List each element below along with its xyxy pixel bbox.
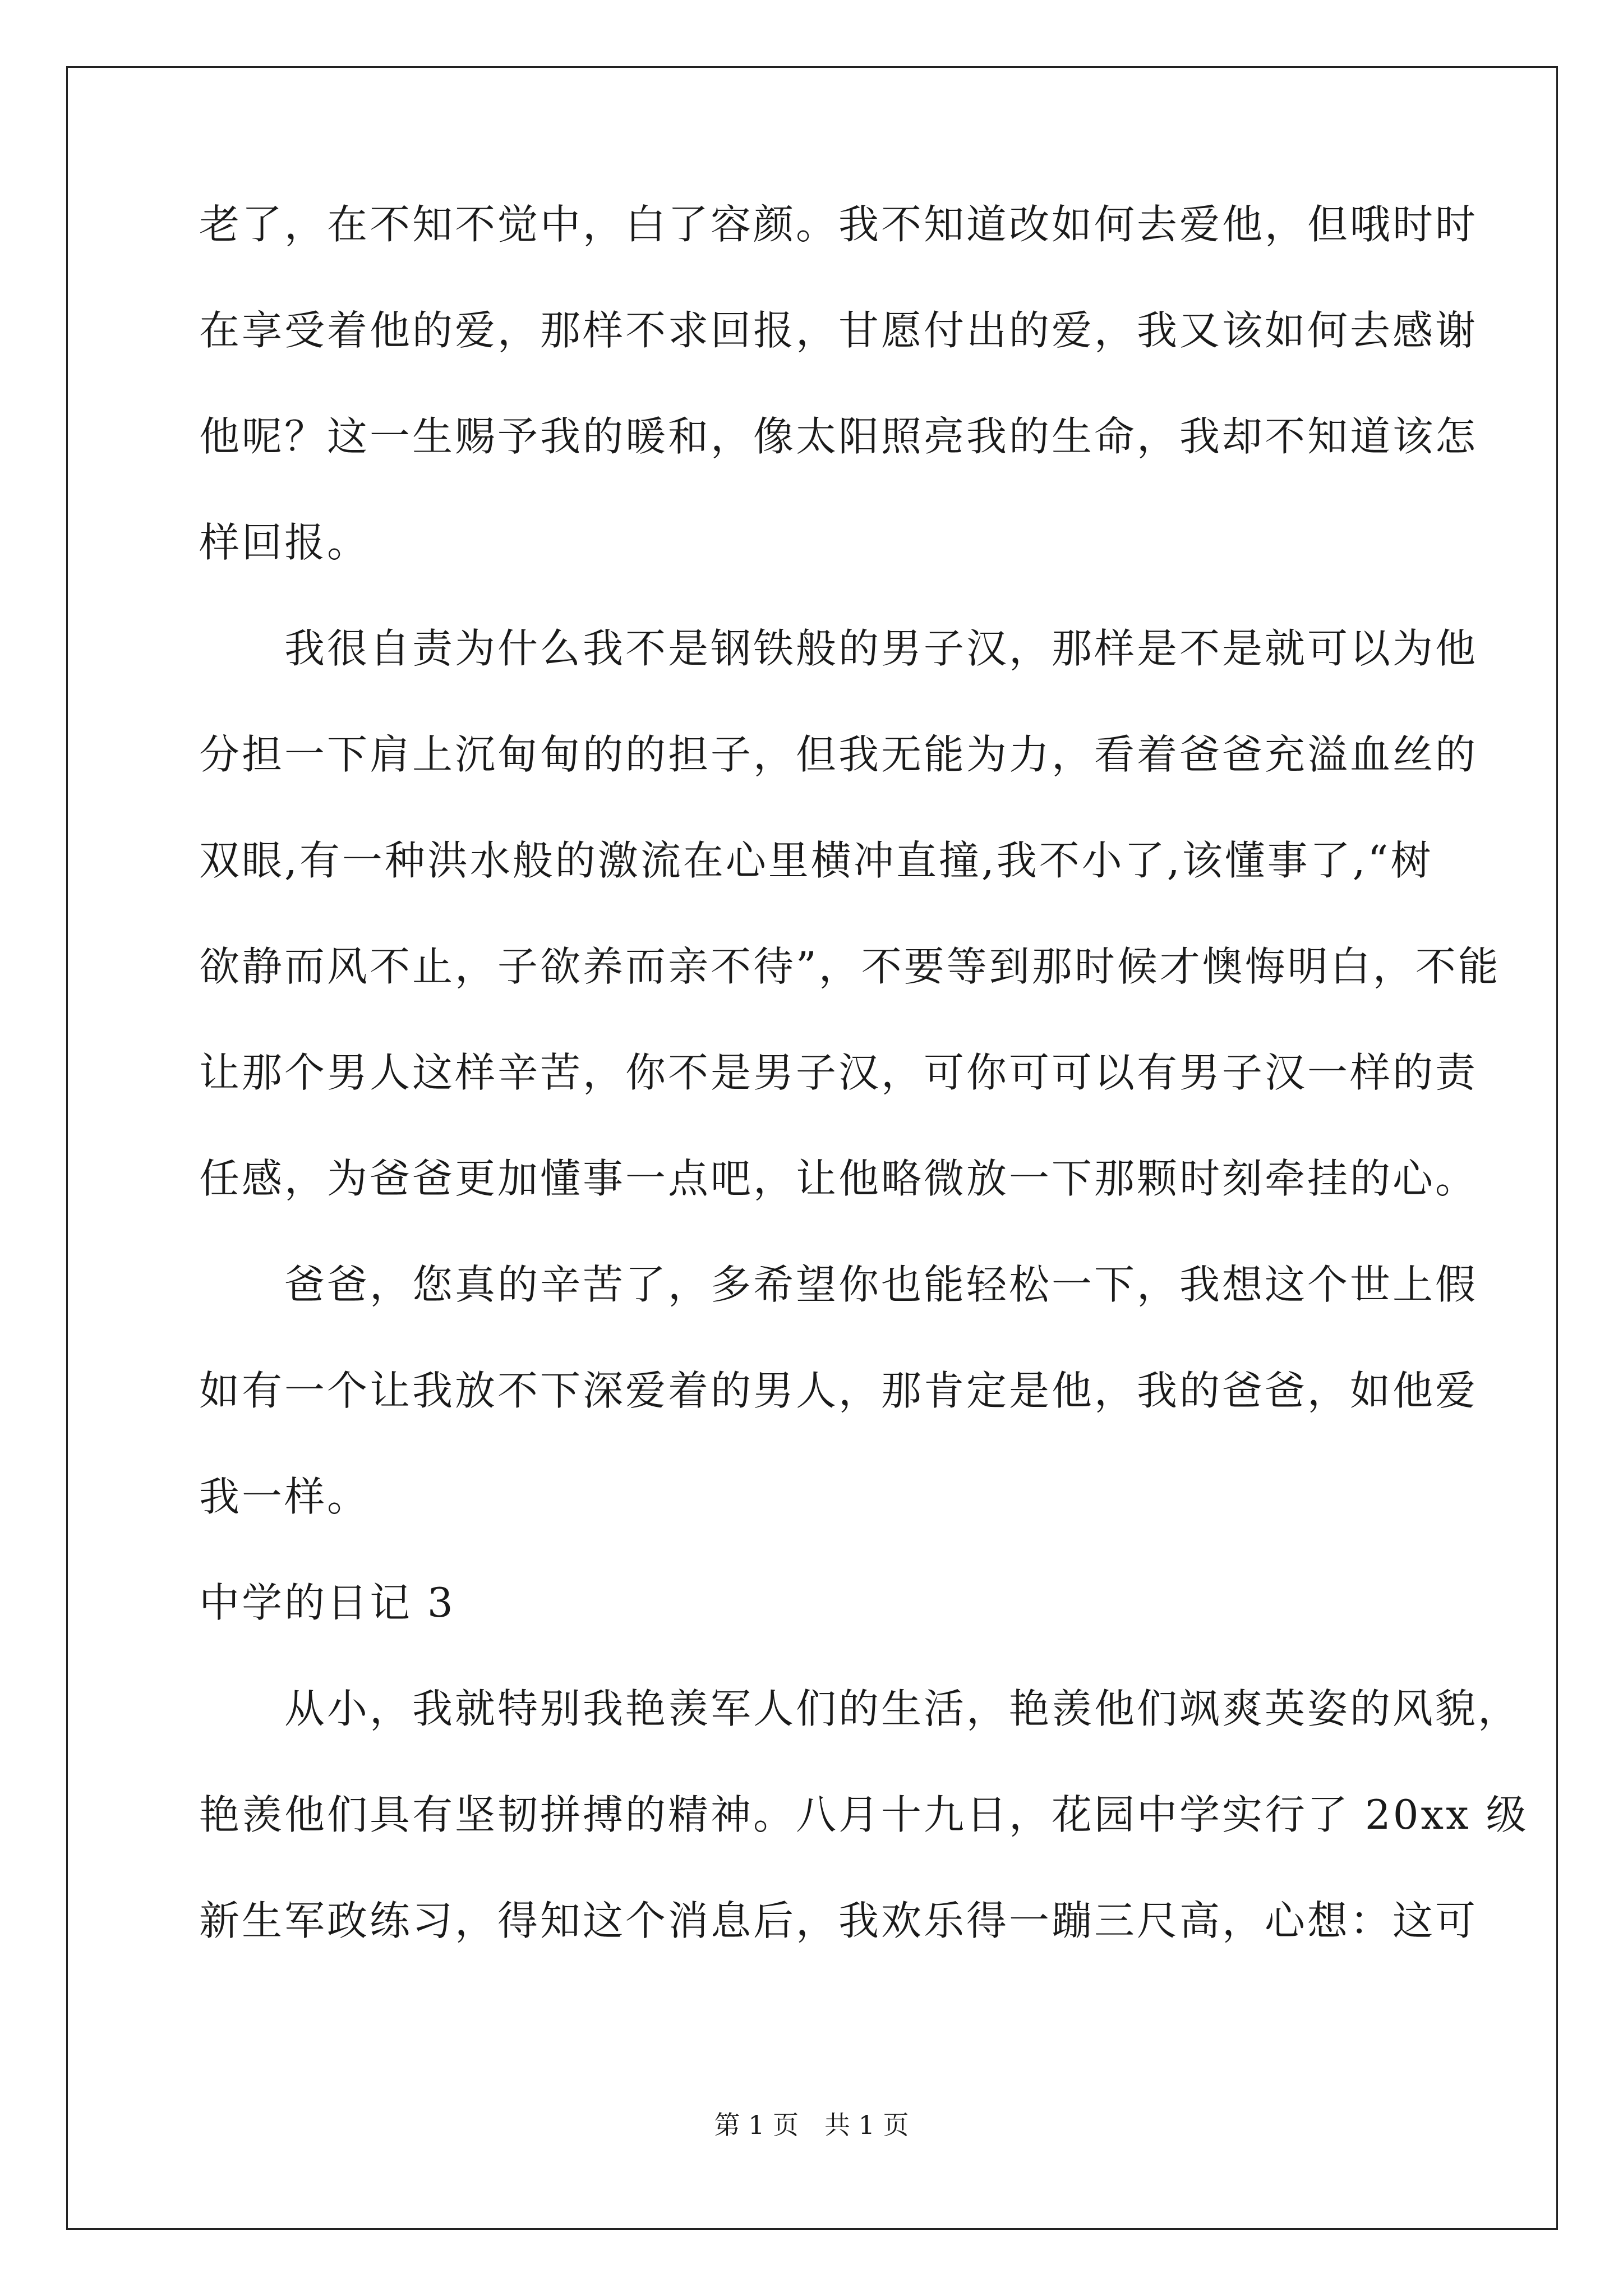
text-line: 老了，在不知不觉中，白了容颜。我不知道改如何去爱他，但哦时时 <box>199 201 1478 248</box>
text-line: 我一样。 <box>199 1473 370 1520</box>
page-footer: 第 1 页 共 1 页 <box>714 2110 909 2140</box>
text-line: 新生军政练习，得知这个消息后，我欢乐得一蹦三尺高，心想：这可 <box>199 1897 1478 1944</box>
text-line: 欲静而风不止，子欲养而亲不待”，不要等到那时候才懊悔明白，不能 <box>199 943 1501 990</box>
text-line: 分担一下肩上沉甸甸的的担子，但我无能为力，看着爸爸充溢血丝的 <box>199 731 1478 778</box>
text-line: 双眼,有一种洪水般的激流在心里横冲直撞,我不小了,该懂事了,“树 <box>199 837 1433 884</box>
text-line: 任感，为爸爸更加懂事一点吧，让他略微放一下那颗时刻牵挂的心。 <box>199 1155 1478 1202</box>
paragraph-start-line: 爸爸，您真的辛苦了，多希望你也能轻松一下，我想这个世上假 <box>199 1261 1478 1308</box>
paragraph-start-line: 从小，我就特别我艳羡军人们的生活，艳羡他们飒爽英姿的风貌， <box>199 1685 1521 1732</box>
paragraph-start-line: 我很自责为什么我不是钢铁般的男子汉，那样是不是就可以为他 <box>199 625 1478 672</box>
text-line: 他呢？这一生赐予我的暖和，像太阳照亮我的生命，我却不知道该怎 <box>199 413 1478 460</box>
text-line: 艳羡他们具有坚韧拼搏的精神。八月十九日，花园中学实行了 20xx 级 <box>199 1791 1529 1838</box>
text-line: 样回报。 <box>199 519 370 566</box>
text-line: 在享受着他的爱，那样不求回报，甘愿付出的爱，我又该如何去感谢 <box>199 307 1478 354</box>
section-heading: 中学的日记 3 <box>199 1579 455 1626</box>
text-line: 如有一个让我放不下深爱着的男人，那肯定是他，我的爸爸，如他爱 <box>199 1367 1478 1414</box>
text-line: 让那个男人这样辛苦，你不是男子汉，可你可可以有男子汉一样的责 <box>199 1049 1478 1096</box>
